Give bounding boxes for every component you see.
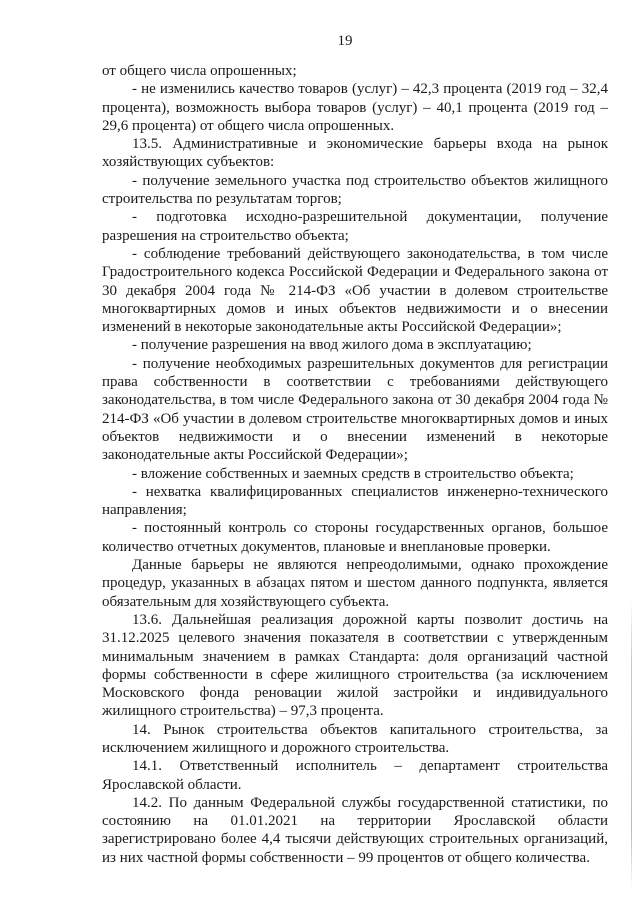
paragraph: - соблюдение требований действующего законодательства, в том числе Градостроительного кодекса Российской Федерации и Федерального закона от 30 декабря 2004 года № 214-ФЗ «Об участии в долевом строительстве многоквартирных домов и иных объектов недвижимости и о внесении изменений в некоторые законодательные акты Российской Федерации»;: [102, 245, 608, 336]
paragraph: - получение необходимых разрешительных документов для регистрации права собственности в соответствии с требованиями действующего законодательства, в том числе Федерального закона от 30 декабря 2004 года № 214-ФЗ «Об участии в долевом строительстве многоквартирных домов и иных объектов недвижимости и о внесении изменений в некоторые законодательные акты Российской Федерации»;: [102, 355, 608, 464]
page-number: 19: [337, 33, 353, 49]
paragraph: 14.2. По данным Федеральной службы государственной статистики, по состоянию на 01.01.2021 на территории Ярославской области зарегистрировано более 4,4 тысячи действующих строительных организаций, из них частной формы собственности – 99 процентов от общего количества.: [102, 794, 608, 866]
paragraph: от общего числа опрошенных;: [102, 63, 297, 79]
document-body: [102, 62, 608, 867]
paragraph: - постоянный контроль со стороны государственных органов, большое количество отчетных документов, плановые и внеплановые проверки.: [102, 520, 608, 555]
paragraph: - подготовка исходно-разрешительной документации, получение разрешения на строительство объекта;: [102, 209, 608, 244]
paragraph: 14. Рынок строительства объектов капитального строительства, за исключением жилищного и дорожного строительства.: [102, 721, 608, 756]
paragraph: 13.5. Административные и экономические барьеры входа на рынок хозяйствующих субъектов:: [102, 136, 608, 171]
paragraph: - не изменились качество товаров (услуг) – 42,3 процента (2019 год – 32,4 процента), возможность выбора товаров (услуг) – 40,1 процента (2019 год – 29,6 процента) от общего числа опрошенных.: [102, 81, 608, 134]
paragraph: 14.1. Ответственный исполнитель – департамент строительства Ярославской области.: [102, 758, 608, 793]
scan-edge-line: [631, 600, 632, 890]
paragraph: - получение разрешения на ввод жилого дома в эксплуатацию;: [132, 337, 532, 354]
paragraph: - нехватка квалифицированных специалистов инженерно-технического направления;: [102, 483, 608, 519]
paragraph: - вложение собственных и заемных средств в строительство объекта;: [132, 465, 574, 482]
paragraph: - получение земельного участка под строительство объектов жилищного строительства по результатам торгов;: [102, 172, 608, 208]
paragraph: Данные барьеры не являются непреодолимыми, однако прохождение процедур, указанных в абзацах пятом и шестом данного подпункта, является обязательным для хозяйствующего субъекта.: [102, 557, 608, 610]
paragraph: 13.6. Дальнейшая реализация дорожной карты позволит достичь на 31.12.2025 целевого значения показателя в соответствии с утвержденным минимальным значением в рамках Стандарта: доля организаций частной формы собственности в сфере жилищного строительства (за исключением Московского фонда реновации жилой застройки и индивидуального жилищного строительства) – 97,3 процента.: [102, 611, 608, 720]
